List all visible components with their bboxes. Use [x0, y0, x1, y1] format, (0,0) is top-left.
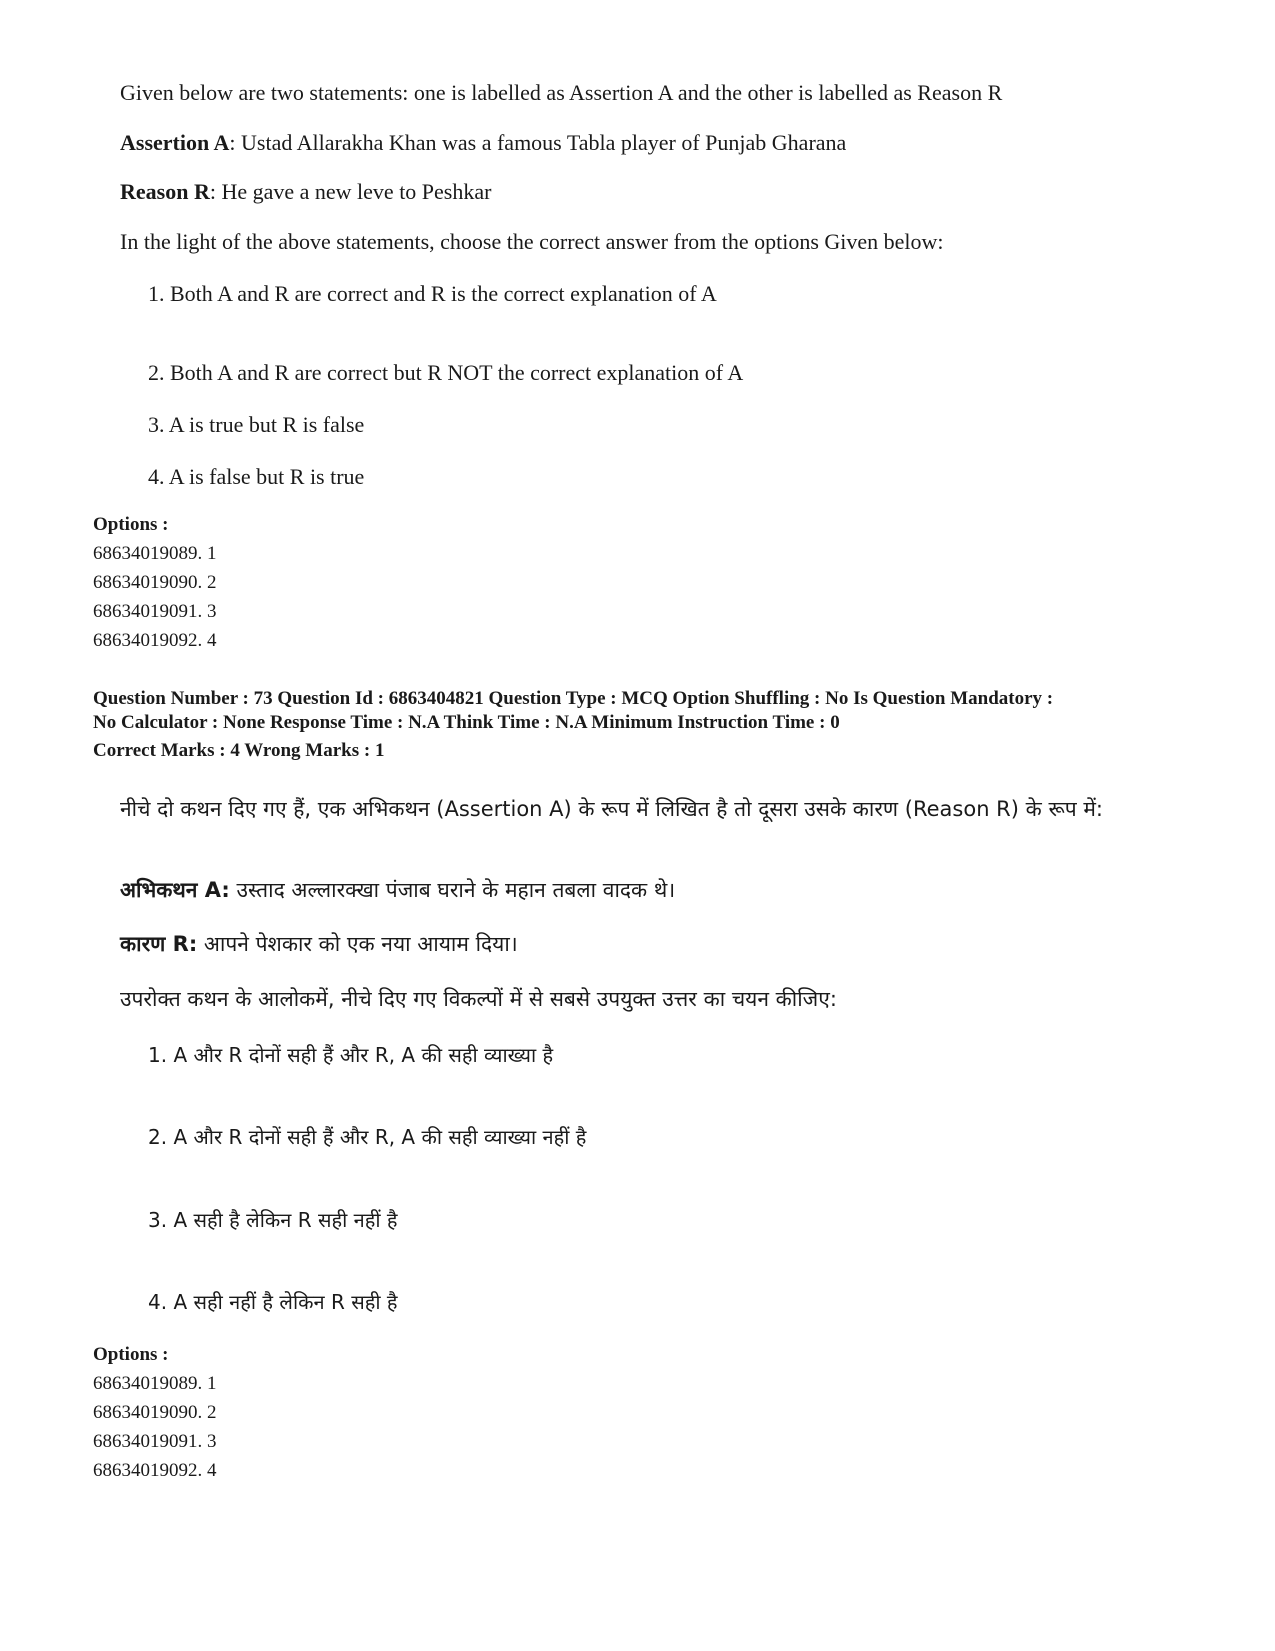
- q73-option-3: 68634019091. 3: [93, 1431, 217, 1452]
- q72-option-1: 68634019089. 1: [93, 543, 217, 564]
- q73-meta-line-2: No Calculator : None Response Time : N.A Think Time : N.A Minimum Instruction Time : 0: [93, 712, 840, 733]
- q73-meta-line-3: Correct Marks : 4 Wrong Marks : 1: [93, 740, 385, 761]
- q73-reason: [120, 929, 518, 959]
- q72-reason: [120, 177, 491, 207]
- q72-assertion-label: Assertion A: [120, 130, 230, 155]
- q72-intro: Given below are two statements: one is labelled as Assertion A and the other is labelled as Reason R: [120, 80, 1003, 105]
- q73-meta-line-1: Question Number : 73 Question Id : 6863404821 Question Type : MCQ Option Shuffling : No Is Question Mandatory :: [93, 688, 1054, 709]
- q72-options-label: Options :: [93, 514, 169, 535]
- q73-assertion: [120, 875, 675, 905]
- q73-option-2: 68634019090. 2: [93, 1402, 217, 1423]
- q72-reason-text: : He gave a new leve to Peshkar: [209, 179, 492, 204]
- q72-choice-1: 1. Both A and R are correct and R is the correct explanation of A: [148, 281, 717, 306]
- q73-choice-1: 1. A और R दोनों सही हैं और R, A की सही व्याख्या है: [148, 1043, 554, 1067]
- q73-option-1: 68634019089. 1: [93, 1373, 217, 1394]
- q73-option-4: 68634019092. 4: [93, 1460, 217, 1481]
- q72-option-3: 68634019091. 3: [93, 601, 217, 622]
- q72-choice-2: 2. Both A and R are correct but R NOT the correct explanation of A: [148, 360, 744, 385]
- q72-reason-label: Reason R: [120, 179, 210, 204]
- q73-intro: नीचे दो कथन दिए गए हैं, एक अभिकथन (Assertion A) के रूप में लिखित है तो दूसरा उसके कारण (Reason R) के रूप में:: [120, 797, 1104, 821]
- q72-instruction: In the light of the above statements, choose the correct answer from the options Given below:: [120, 229, 944, 254]
- q73-choice-4: 4. A सही नहीं है लेकिन R सही है: [148, 1290, 398, 1314]
- q73-options-label: Options :: [93, 1344, 169, 1365]
- q72-assertion: [120, 128, 846, 158]
- q73-choice-3: 3. A सही है लेकिन R सही नहीं है: [148, 1208, 398, 1232]
- q73-assertion-text: उस्ताद अल्लारक्खा पंजाब घराने के महान तबला वादक थे।: [229, 878, 676, 902]
- q72-choice-4: 4. A is false but R is true: [148, 464, 365, 489]
- q73-assertion-label: अभिकथन A:: [120, 878, 230, 902]
- q72-option-2: 68634019090. 2: [93, 572, 217, 593]
- q72-choice-3: 3. A is true but R is false: [148, 412, 365, 437]
- q73-reason-text: आपने पेशकार को एक नया आयाम दिया।: [197, 932, 518, 956]
- q73-instruction: उपरोक्त कथन के आलोकमें, नीचे दिए गए विकल्पों में से सबसे उपयुक्त उत्तर का चयन कीजिए:: [120, 987, 837, 1011]
- q73-reason-label: कारण R:: [120, 932, 198, 956]
- q72-options-list: [93, 510, 217, 655]
- q73-choice-2: 2. A और R दोनों सही हैं और R, A की सही व्याख्या नहीं है: [148, 1125, 587, 1149]
- q72-option-4: 68634019092. 4: [93, 630, 217, 651]
- q73-options-list: [93, 1340, 217, 1485]
- q72-assertion-text: : Ustad Allarakha Khan was a famous Tabla player of Punjab Gharana: [229, 130, 847, 155]
